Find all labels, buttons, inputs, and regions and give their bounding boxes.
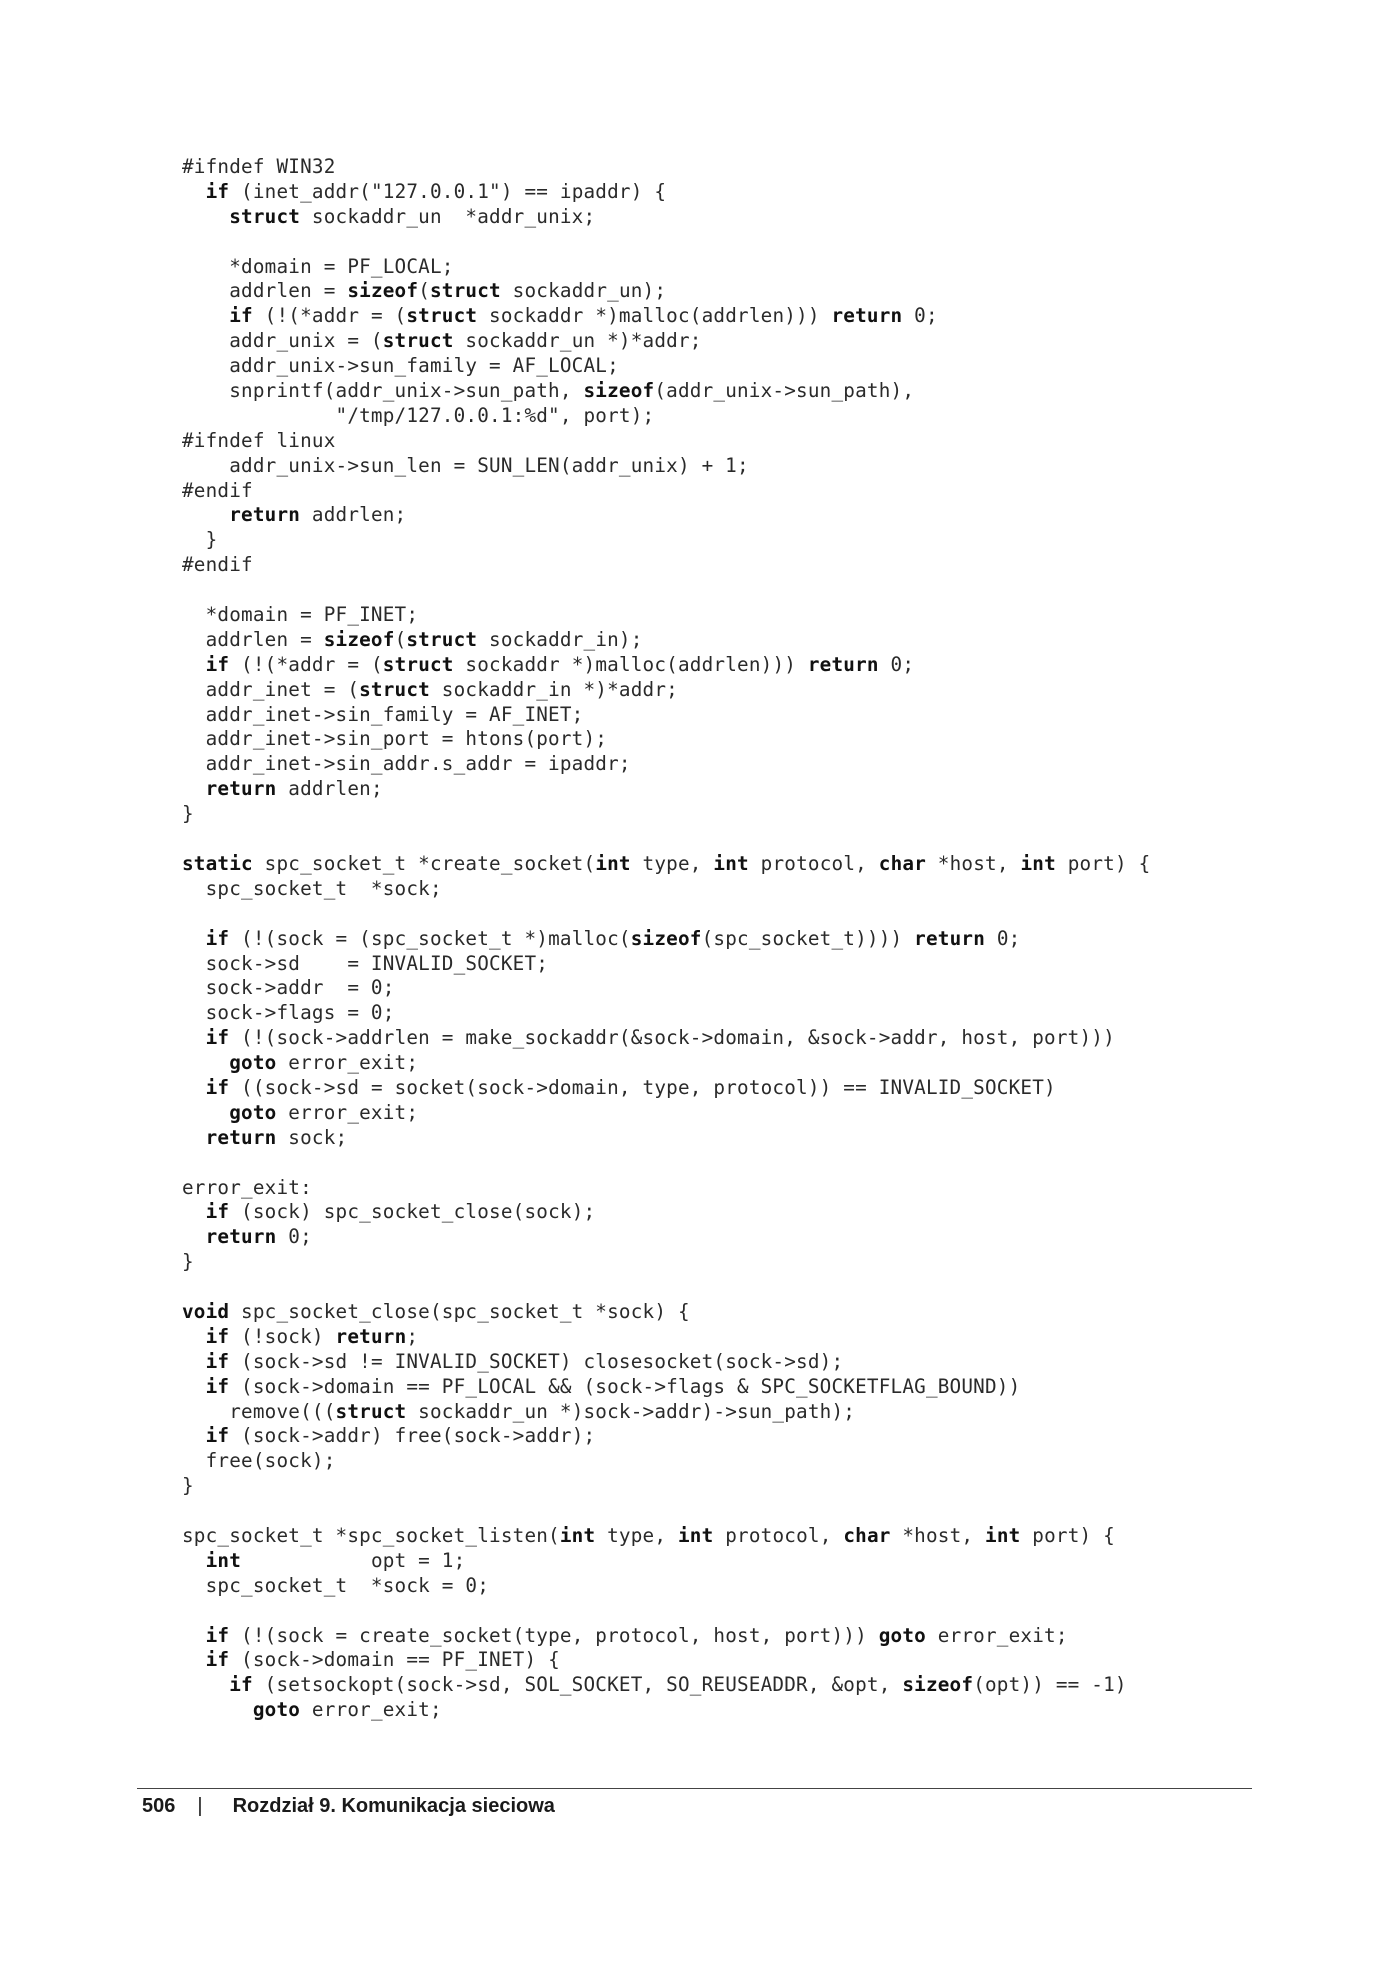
code-keyword: if xyxy=(205,652,230,676)
code-keyword: return xyxy=(807,652,879,676)
code-line xyxy=(182,454,1150,479)
code-line xyxy=(182,1026,1150,1051)
code-keyword: return xyxy=(831,304,903,328)
code-keyword: sizeof xyxy=(347,279,419,303)
code-line xyxy=(182,1375,1150,1400)
code-listing xyxy=(182,155,1150,1723)
code-text: sock->addr = 0; xyxy=(182,976,395,1000)
code-text: *host, xyxy=(926,851,1021,875)
code-line xyxy=(182,827,1150,852)
code-line xyxy=(182,1300,1150,1325)
code-keyword: if xyxy=(205,1075,230,1099)
code-text xyxy=(182,1350,206,1373)
code-text: sock->sd = INVALID_SOCKET; xyxy=(182,951,549,975)
code-text: protocol, xyxy=(748,851,879,875)
code-text: #ifndef linux xyxy=(182,428,336,452)
code-keyword: if xyxy=(229,304,253,328)
code-text xyxy=(182,205,229,228)
code-keyword: if xyxy=(229,1673,253,1697)
code-text: sockaddr_un *)*addr; xyxy=(453,329,702,353)
code-text: error_exit: xyxy=(182,1175,312,1199)
code-text xyxy=(182,1101,229,1124)
code-keyword: return xyxy=(205,1125,277,1149)
code-text: (sock->domain == PF_INET) { xyxy=(229,1648,560,1672)
code-line xyxy=(182,1698,1150,1723)
code-text: #endif xyxy=(182,553,253,577)
code-text: *domain = PF_LOCAL; xyxy=(182,254,454,278)
code-text: port) { xyxy=(1055,851,1151,875)
code-text: sockaddr_un *)sock->addr)->sun_path); xyxy=(406,1399,856,1423)
code-line xyxy=(182,1424,1150,1449)
code-line xyxy=(182,1250,1150,1275)
code-text: 0; xyxy=(878,652,915,676)
code-keyword: char xyxy=(878,851,926,875)
code-line xyxy=(182,578,1150,603)
code-text: 0; xyxy=(902,304,938,328)
code-line xyxy=(182,653,1150,678)
code-line xyxy=(182,1499,1150,1524)
code-text: addr_unix->sun_len = SUN_LEN(addr_unix) + 1; xyxy=(182,453,749,477)
code-text: (sock->domain == PF_LOCAL && (sock->flags & SPC_SOCKETFLAG_BOUND)) xyxy=(229,1374,1021,1398)
code-line xyxy=(182,1648,1150,1673)
code-text: (addr_unix->sun_path), xyxy=(654,379,915,403)
code-keyword: if xyxy=(205,1349,230,1373)
code-text xyxy=(182,1648,206,1671)
code-text: spc_socket_t *sock; xyxy=(182,876,442,900)
code-keyword: if xyxy=(205,1623,230,1647)
code-text: (inet_addr("127.0.0.1") == ipaddr) { xyxy=(229,179,667,203)
code-keyword: goto xyxy=(229,1051,277,1075)
code-line xyxy=(182,1449,1150,1474)
code-line xyxy=(182,1599,1150,1624)
code-text: error_exit; xyxy=(276,1100,419,1124)
code-line xyxy=(182,528,1150,553)
footer-separator: | xyxy=(197,1795,203,1817)
code-keyword: sizeof xyxy=(630,926,702,950)
code-line xyxy=(182,1400,1150,1425)
code-line xyxy=(182,1275,1150,1300)
code-text: protocol, xyxy=(713,1523,844,1547)
code-line xyxy=(182,503,1150,528)
code-text: } xyxy=(182,1250,194,1274)
code-text: type, xyxy=(630,851,714,875)
code-text: (!(*addr = ( xyxy=(229,652,383,676)
code-text: snprintf(addr_unix->sun_path, xyxy=(182,379,584,403)
code-text: addrlen; xyxy=(300,503,407,527)
code-text xyxy=(182,1026,206,1049)
code-text: *domain = PF_INET; xyxy=(182,603,419,627)
code-text: free(sock); xyxy=(182,1449,336,1473)
code-text xyxy=(182,1051,229,1074)
code-text: addrlen = xyxy=(182,627,324,651)
code-text: (!(sock = (spc_socket_t *)malloc( xyxy=(229,926,631,950)
code-keyword: if xyxy=(205,1026,230,1050)
code-line xyxy=(182,1101,1150,1126)
code-line xyxy=(182,1126,1150,1151)
code-line xyxy=(182,354,1150,379)
code-text: } xyxy=(182,1474,194,1498)
code-text: error_exit; xyxy=(300,1698,442,1722)
code-keyword: struct xyxy=(430,279,501,303)
code-line xyxy=(182,1076,1150,1101)
code-text: sock->flags = 0; xyxy=(182,1001,395,1025)
code-line xyxy=(182,479,1150,504)
code-line xyxy=(182,727,1150,752)
code-keyword: char xyxy=(843,1523,891,1547)
code-text xyxy=(182,1424,206,1447)
code-text: #ifndef WIN32 xyxy=(182,155,336,178)
code-keyword: int xyxy=(1020,851,1056,875)
code-keyword: struct xyxy=(406,304,478,328)
code-text xyxy=(182,304,229,327)
code-line xyxy=(182,1200,1150,1225)
code-text: addr_unix = ( xyxy=(182,329,383,353)
code-line xyxy=(182,553,1150,578)
code-text xyxy=(182,1673,229,1696)
code-text: sockaddr_un); xyxy=(500,279,667,303)
code-line xyxy=(182,205,1150,230)
code-line xyxy=(182,379,1150,404)
code-line xyxy=(182,1624,1150,1649)
code-text xyxy=(182,180,206,203)
code-text xyxy=(182,1076,206,1099)
code-text: *host, xyxy=(890,1523,986,1547)
code-text xyxy=(182,503,229,526)
code-text: addr_inet = ( xyxy=(182,677,360,701)
code-keyword: static xyxy=(182,851,253,875)
code-keyword: if xyxy=(205,926,230,950)
code-text: (sock) spc_socket_close(sock); xyxy=(229,1200,596,1224)
code-text: addr_unix->sun_family = AF_LOCAL; xyxy=(182,354,619,378)
code-line xyxy=(182,1574,1150,1599)
page-number: 506 xyxy=(142,1795,176,1817)
code-line xyxy=(182,877,1150,902)
code-line xyxy=(182,1673,1150,1698)
code-text: sockaddr *)malloc(addrlen))) xyxy=(477,304,832,328)
code-text: sockaddr *)malloc(addrlen))) xyxy=(453,652,808,676)
code-keyword: if xyxy=(205,1424,230,1448)
code-keyword: if xyxy=(205,1648,230,1672)
code-text xyxy=(182,927,206,950)
code-keyword: struct xyxy=(229,204,301,228)
code-text: (spc_socket_t)))) xyxy=(701,926,915,950)
code-keyword: goto xyxy=(878,1623,926,1647)
code-keyword: goto xyxy=(252,1698,301,1722)
chapter-title: Rozdział 9. Komunikacja sieciowa xyxy=(232,1795,555,1817)
code-text xyxy=(182,1375,206,1398)
code-keyword: goto xyxy=(229,1100,277,1124)
code-keyword: sizeof xyxy=(902,1673,974,1697)
code-line xyxy=(182,180,1150,205)
code-text: remove((( xyxy=(182,1399,336,1423)
code-text xyxy=(182,1225,206,1248)
code-line xyxy=(182,1225,1150,1250)
code-line xyxy=(182,255,1150,280)
code-keyword: return xyxy=(205,1225,277,1249)
code-text: sockaddr_in); xyxy=(477,627,643,651)
code-line xyxy=(182,678,1150,703)
code-text: spc_socket_t *create_socket( xyxy=(252,851,596,875)
code-line xyxy=(182,429,1150,454)
code-text: 0; xyxy=(985,926,1021,950)
code-text: sock; xyxy=(276,1125,348,1149)
code-keyword: struct xyxy=(359,677,430,701)
code-keyword: if xyxy=(205,1374,230,1398)
code-line xyxy=(182,1549,1150,1574)
code-text: #endif xyxy=(182,478,253,502)
code-text: ( xyxy=(394,627,407,651)
code-keyword: void xyxy=(182,1299,230,1323)
code-keyword: return xyxy=(229,503,301,527)
code-text: addrlen; xyxy=(276,777,383,801)
code-keyword: if xyxy=(205,179,230,203)
code-line xyxy=(182,603,1150,628)
code-line xyxy=(182,404,1150,429)
code-text: 0; xyxy=(276,1225,312,1249)
code-text: (sock->addr) free(sock->addr); xyxy=(229,1424,596,1448)
code-text xyxy=(182,1549,206,1572)
code-text: spc_socket_t *sock = 0; xyxy=(182,1573,490,1597)
code-keyword: if xyxy=(205,1324,230,1348)
code-text xyxy=(182,1698,253,1721)
code-text: spc_socket_close(spc_socket_t *sock) { xyxy=(229,1299,690,1323)
code-text: } xyxy=(182,528,218,552)
code-text xyxy=(182,1325,206,1348)
code-keyword: return xyxy=(914,926,986,950)
code-text: error_exit; xyxy=(276,1051,419,1075)
code-line xyxy=(182,1474,1150,1499)
code-line xyxy=(182,777,1150,802)
code-line xyxy=(182,279,1150,304)
code-text: (!(sock = create_socket(type, protocol, host, port))) xyxy=(229,1623,879,1647)
code-keyword: struct xyxy=(335,1399,407,1423)
code-text xyxy=(182,1200,206,1223)
code-text: (!(sock->addrlen = make_sockaddr(&sock->domain, &sock->addr, host, port))) xyxy=(229,1026,1115,1050)
code-line xyxy=(182,1051,1150,1076)
code-text: (opt)) == -1) xyxy=(973,1673,1127,1697)
code-line xyxy=(182,752,1150,777)
footer-divider xyxy=(137,1788,1252,1789)
code-keyword: sizeof xyxy=(323,627,395,651)
code-line xyxy=(182,1001,1150,1026)
code-line xyxy=(182,1151,1150,1176)
code-text xyxy=(182,1126,206,1149)
code-keyword: struct xyxy=(382,652,454,676)
code-text: ; xyxy=(406,1324,419,1348)
code-keyword: struct xyxy=(382,329,454,353)
code-keyword: int xyxy=(713,851,749,875)
code-text: } xyxy=(182,802,194,826)
code-text: port) { xyxy=(1020,1523,1115,1547)
code-text: ((sock->sd = socket(sock->domain, type, protocol)) == INVALID_SOCKET) xyxy=(229,1075,1056,1099)
code-keyword: return xyxy=(335,1324,407,1348)
code-line xyxy=(182,1325,1150,1350)
code-text: (setsockopt(sock->sd, SOL_SOCKET, SO_REUSEADDR, &opt, xyxy=(252,1673,903,1697)
code-text: addrlen = xyxy=(182,279,348,303)
code-line xyxy=(182,927,1150,952)
code-text xyxy=(182,1624,206,1647)
code-keyword: int xyxy=(595,851,631,875)
code-text: (!(*addr = ( xyxy=(252,304,407,328)
code-keyword: int xyxy=(559,1523,596,1547)
code-keyword: int xyxy=(205,1548,242,1572)
code-text: opt = 1; xyxy=(241,1548,466,1572)
code-text: sockaddr_un *addr_unix; xyxy=(300,204,596,228)
code-line xyxy=(182,304,1150,329)
code-line xyxy=(182,902,1150,927)
page-footer xyxy=(142,1795,555,1818)
code-line xyxy=(182,155,1150,180)
code-text: (!sock) xyxy=(229,1324,336,1348)
code-line xyxy=(182,1350,1150,1375)
code-line xyxy=(182,230,1150,255)
code-line xyxy=(182,1176,1150,1201)
code-line xyxy=(182,703,1150,728)
code-text xyxy=(182,777,206,800)
code-line xyxy=(182,976,1150,1001)
code-text: addr_inet->sin_family = AF_INET; xyxy=(182,702,584,726)
code-text: error_exit; xyxy=(925,1623,1068,1647)
code-keyword: if xyxy=(205,1200,230,1224)
code-text: type, xyxy=(595,1523,678,1547)
code-keyword: int xyxy=(985,1523,1021,1547)
code-text: ( xyxy=(418,279,430,303)
code-text: "/tmp/127.0.0.1:%d", port); xyxy=(182,403,655,427)
code-keyword: sizeof xyxy=(583,379,655,403)
code-line xyxy=(182,952,1150,977)
code-keyword: return xyxy=(205,777,277,801)
code-line xyxy=(182,852,1150,877)
code-text: spc_socket_t *spc_socket_listen( xyxy=(182,1523,560,1547)
code-line xyxy=(182,802,1150,827)
code-line xyxy=(182,1524,1150,1549)
code-keyword: int xyxy=(677,1523,714,1547)
code-text xyxy=(182,653,206,676)
code-line xyxy=(182,628,1150,653)
code-text: sockaddr_in *)*addr; xyxy=(429,677,678,701)
code-text: addr_inet->sin_port = htons(port); xyxy=(182,727,608,751)
code-text: (sock->sd != INVALID_SOCKET) closesocket(sock->sd); xyxy=(229,1349,844,1373)
code-keyword: struct xyxy=(406,627,478,651)
code-text: addr_inet->sin_addr.s_addr = ipaddr; xyxy=(182,752,631,776)
code-line xyxy=(182,329,1150,354)
